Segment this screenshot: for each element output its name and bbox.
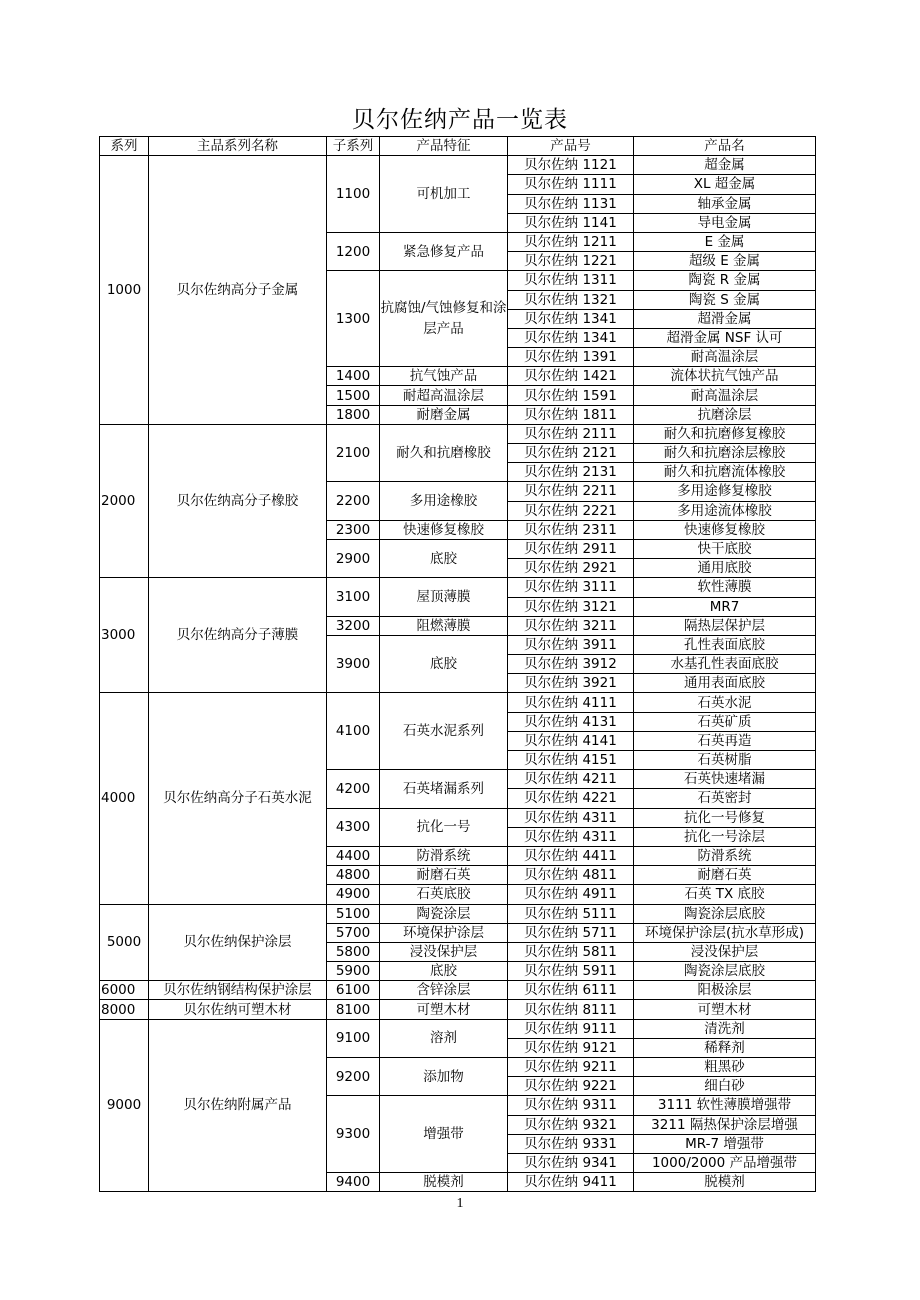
sub-series-code: 1100	[327, 156, 380, 233]
series-name: 贝尔佐纳附属产品	[149, 1019, 327, 1192]
table-row	[100, 578, 816, 597]
sub-series-code: 3100	[327, 578, 380, 616]
product-number: 贝尔佐纳 3912	[508, 655, 634, 674]
product-number: 贝尔佐纳 1341	[508, 328, 634, 347]
product-name: E 金属	[634, 232, 816, 251]
product-number: 贝尔佐纳 5811	[508, 942, 634, 961]
product-feature: 陶瓷涂层	[380, 904, 508, 923]
sub-series-code: 1300	[327, 271, 380, 367]
series-code: 4000	[100, 693, 149, 904]
sub-series-code: 4400	[327, 846, 380, 865]
product-number: 贝尔佐纳 1121	[508, 156, 634, 175]
product-number: 贝尔佐纳 4311	[508, 827, 634, 846]
product-number: 贝尔佐纳 1311	[508, 271, 634, 290]
product-feature: 抗腐蚀/气蚀修复和涂层产品	[380, 271, 508, 367]
series-name: 贝尔佐纳高分子金属	[149, 156, 327, 425]
product-number: 贝尔佐纳 1421	[508, 367, 634, 386]
product-name: 超金属	[634, 156, 816, 175]
product-feature: 抗化一号	[380, 808, 508, 846]
product-name: 可塑木材	[634, 1000, 816, 1019]
product-number: 贝尔佐纳 1391	[508, 348, 634, 367]
sub-series-code: 9400	[327, 1173, 380, 1192]
product-feature: 石英水泥系列	[380, 693, 508, 770]
series-code: 2000	[100, 424, 149, 578]
header-series-name: 主品系列名称	[149, 137, 327, 156]
product-feature: 耐久和抗磨橡胶	[380, 424, 508, 482]
sub-series-code: 9300	[327, 1096, 380, 1173]
product-name: 陶瓷 R 金属	[634, 271, 816, 290]
product-number: 贝尔佐纳 9411	[508, 1173, 634, 1192]
sub-series-code: 1500	[327, 386, 380, 405]
product-number: 贝尔佐纳 1141	[508, 213, 634, 232]
product-number: 贝尔佐纳 1221	[508, 252, 634, 271]
header-feature: 产品特征	[380, 137, 508, 156]
product-name: 耐高温涂层	[634, 386, 816, 405]
sub-series-code: 9100	[327, 1019, 380, 1057]
product-name: 超滑金属 NSF 认可	[634, 328, 816, 347]
product-name: 细白砂	[634, 1077, 816, 1096]
product-number: 贝尔佐纳 2111	[508, 424, 634, 443]
product-number: 贝尔佐纳 9321	[508, 1115, 634, 1134]
product-feature: 浸没保护层	[380, 942, 508, 961]
sub-series-code: 6100	[327, 981, 380, 1000]
product-number: 贝尔佐纳 2131	[508, 463, 634, 482]
sub-series-code: 2200	[327, 482, 380, 520]
product-number: 贝尔佐纳 4811	[508, 866, 634, 885]
product-name: MR-7 增强带	[634, 1134, 816, 1153]
product-feature: 石英底胶	[380, 885, 508, 904]
header-row	[100, 137, 816, 156]
product-name: 石英树脂	[634, 751, 816, 770]
product-number: 贝尔佐纳 2921	[508, 559, 634, 578]
product-number: 贝尔佐纳 8111	[508, 1000, 634, 1019]
product-feature: 多用途橡胶	[380, 482, 508, 520]
series-name: 贝尔佐纳钢结构保护涂层	[149, 981, 327, 1000]
product-number: 贝尔佐纳 1111	[508, 175, 634, 194]
product-feature: 溶剂	[380, 1019, 508, 1057]
product-number: 贝尔佐纳 2221	[508, 501, 634, 520]
product-name: 石英 TX 底胶	[634, 885, 816, 904]
header-product-name: 产品名	[634, 137, 816, 156]
product-name: 陶瓷 S 金属	[634, 290, 816, 309]
product-number: 贝尔佐纳 1321	[508, 290, 634, 309]
product-name: 耐久和抗磨修复橡胶	[634, 424, 816, 443]
header-sub-series: 子系列	[327, 137, 380, 156]
product-number: 贝尔佐纳 6111	[508, 981, 634, 1000]
product-name: 石英矿质	[634, 712, 816, 731]
series-name: 贝尔佐纳高分子橡胶	[149, 424, 327, 578]
table-row	[100, 904, 816, 923]
sub-series-code: 5800	[327, 942, 380, 961]
product-number: 贝尔佐纳 4131	[508, 712, 634, 731]
series-code: 1000	[100, 156, 149, 425]
product-number: 贝尔佐纳 5711	[508, 923, 634, 942]
table-row	[100, 424, 816, 443]
product-number: 贝尔佐纳 9211	[508, 1058, 634, 1077]
product-name: 隔热层保护层	[634, 616, 816, 635]
product-name: 抗化一号涂层	[634, 827, 816, 846]
product-number: 贝尔佐纳 4311	[508, 808, 634, 827]
product-feature: 抗气蚀产品	[380, 367, 508, 386]
table-row	[100, 1019, 816, 1038]
product-name: XL 超金属	[634, 175, 816, 194]
product-number: 贝尔佐纳 2311	[508, 520, 634, 539]
product-number: 贝尔佐纳 3921	[508, 674, 634, 693]
product-name: 通用底胶	[634, 559, 816, 578]
sub-series-code: 5900	[327, 962, 380, 981]
sub-series-code: 5100	[327, 904, 380, 923]
product-name: MR7	[634, 597, 816, 616]
product-feature: 底胶	[380, 635, 508, 693]
product-name: 石英密封	[634, 789, 816, 808]
header-product-no: 产品号	[508, 137, 634, 156]
product-feature: 防滑系统	[380, 846, 508, 865]
product-name: 陶瓷涂层底胶	[634, 904, 816, 923]
product-feature: 添加物	[380, 1058, 508, 1096]
product-name: 陶瓷涂层底胶	[634, 962, 816, 981]
product-number: 贝尔佐纳 3911	[508, 635, 634, 654]
product-number: 贝尔佐纳 3121	[508, 597, 634, 616]
product-number: 贝尔佐纳 2211	[508, 482, 634, 501]
product-feature: 耐磨石英	[380, 866, 508, 885]
series-code: 8000	[100, 1000, 149, 1019]
sub-series-code: 4100	[327, 693, 380, 770]
product-number: 贝尔佐纳 3111	[508, 578, 634, 597]
product-number: 贝尔佐纳 2121	[508, 444, 634, 463]
product-number: 贝尔佐纳 9111	[508, 1019, 634, 1038]
sub-series-code: 5700	[327, 923, 380, 942]
product-feature: 快速修复橡胶	[380, 520, 508, 539]
series-code: 6000	[100, 981, 149, 1000]
product-name: 通用表面底胶	[634, 674, 816, 693]
product-number: 贝尔佐纳 5111	[508, 904, 634, 923]
product-feature: 增强带	[380, 1096, 508, 1173]
product-number: 贝尔佐纳 9221	[508, 1077, 634, 1096]
product-feature: 底胶	[380, 962, 508, 981]
product-number: 贝尔佐纳 4221	[508, 789, 634, 808]
sub-series-code: 4900	[327, 885, 380, 904]
product-name: 超滑金属	[634, 309, 816, 328]
product-feature: 环境保护涂层	[380, 923, 508, 942]
product-name: 导电金属	[634, 213, 816, 232]
product-number: 贝尔佐纳 3211	[508, 616, 634, 635]
sub-series-code: 4200	[327, 770, 380, 808]
product-name: 软性薄膜	[634, 578, 816, 597]
product-feature: 石英堵漏系列	[380, 770, 508, 808]
product-number: 贝尔佐纳 9331	[508, 1134, 634, 1153]
sub-series-code: 2100	[327, 424, 380, 482]
product-name: 抗化一号修复	[634, 808, 816, 827]
sub-series-code: 1800	[327, 405, 380, 424]
product-name: 浸没保护层	[634, 942, 816, 961]
series-name: 贝尔佐纳高分子薄膜	[149, 578, 327, 693]
product-number: 贝尔佐纳 1211	[508, 232, 634, 251]
product-name: 石英水泥	[634, 693, 816, 712]
series-name: 贝尔佐纳可塑木材	[149, 1000, 327, 1019]
product-name: 多用途修复橡胶	[634, 482, 816, 501]
sub-series-code: 3200	[327, 616, 380, 635]
product-feature: 含锌涂层	[380, 981, 508, 1000]
product-number: 贝尔佐纳 1811	[508, 405, 634, 424]
sub-series-code: 3900	[327, 635, 380, 693]
table-row	[100, 1000, 816, 1019]
product-name: 超级 E 金属	[634, 252, 816, 271]
product-name: 耐磨石英	[634, 866, 816, 885]
product-name: 孔性表面底胶	[634, 635, 816, 654]
sub-series-code: 1400	[327, 367, 380, 386]
product-number: 贝尔佐纳 4151	[508, 751, 634, 770]
product-name: 阳极涂层	[634, 981, 816, 1000]
sub-series-code: 4800	[327, 866, 380, 885]
product-table	[99, 136, 816, 1192]
product-feature: 耐超高温涂层	[380, 386, 508, 405]
product-name: 石英再造	[634, 731, 816, 750]
product-feature: 耐磨金属	[380, 405, 508, 424]
sub-series-code: 9200	[327, 1058, 380, 1096]
product-name: 3111 软性薄膜增强带	[634, 1096, 816, 1115]
product-name: 防滑系统	[634, 846, 816, 865]
product-feature: 可机加工	[380, 156, 508, 233]
table-row	[100, 693, 816, 712]
product-name: 3211 隔热保护涂层增强	[634, 1115, 816, 1134]
product-name: 耐久和抗磨涂层橡胶	[634, 444, 816, 463]
product-name: 稀释剂	[634, 1038, 816, 1057]
product-feature: 脱模剂	[380, 1173, 508, 1192]
sub-series-code: 4300	[327, 808, 380, 846]
sub-series-code: 2900	[327, 539, 380, 577]
series-code: 5000	[100, 904, 149, 981]
product-number: 贝尔佐纳 1131	[508, 194, 634, 213]
table-row	[100, 981, 816, 1000]
product-number: 贝尔佐纳 2911	[508, 539, 634, 558]
table-row	[100, 156, 816, 175]
product-name: 快干底胶	[634, 539, 816, 558]
product-name: 多用途流体橡胶	[634, 501, 816, 520]
table-body	[100, 156, 816, 1192]
product-feature: 紧急修复产品	[380, 232, 508, 270]
product-feature: 阻燃薄膜	[380, 616, 508, 635]
product-feature: 屋顶薄膜	[380, 578, 508, 616]
product-name: 清洗剂	[634, 1019, 816, 1038]
product-name: 环境保护涂层(抗水草形成)	[634, 923, 816, 942]
page-title: 贝尔佐纳产品一览表	[352, 107, 568, 133]
product-number: 贝尔佐纳 9341	[508, 1153, 634, 1172]
product-name: 流体状抗气蚀产品	[634, 367, 816, 386]
product-number: 贝尔佐纳 4411	[508, 846, 634, 865]
product-name: 抗磨涂层	[634, 405, 816, 424]
product-name: 粗黑砂	[634, 1058, 816, 1077]
product-number: 贝尔佐纳 1591	[508, 386, 634, 405]
product-number: 贝尔佐纳 4911	[508, 885, 634, 904]
product-name: 轴承金属	[634, 194, 816, 213]
product-feature: 可塑木材	[380, 1000, 508, 1019]
product-name: 耐高温涂层	[634, 348, 816, 367]
product-name: 耐久和抗磨流体橡胶	[634, 463, 816, 482]
series-name: 贝尔佐纳高分子石英水泥	[149, 693, 327, 904]
product-number: 贝尔佐纳 4211	[508, 770, 634, 789]
product-number: 贝尔佐纳 4141	[508, 731, 634, 750]
product-name: 1000/2000 产品增强带	[634, 1153, 816, 1172]
product-number: 贝尔佐纳 9311	[508, 1096, 634, 1115]
product-number: 贝尔佐纳 4111	[508, 693, 634, 712]
product-number: 贝尔佐纳 5911	[508, 962, 634, 981]
sub-series-code: 2300	[327, 520, 380, 539]
sub-series-code: 1200	[327, 232, 380, 270]
product-name: 脱模剂	[634, 1173, 816, 1192]
product-number: 贝尔佐纳 9121	[508, 1038, 634, 1057]
product-name: 水基孔性表面底胶	[634, 655, 816, 674]
series-name: 贝尔佐纳保护涂层	[149, 904, 327, 981]
product-number: 贝尔佐纳 1341	[508, 309, 634, 328]
product-name: 快速修复橡胶	[634, 520, 816, 539]
series-code: 3000	[100, 578, 149, 693]
product-name: 石英快速堵漏	[634, 770, 816, 789]
product-feature: 底胶	[380, 539, 508, 577]
series-code: 9000	[100, 1019, 149, 1192]
sub-series-code: 8100	[327, 1000, 380, 1019]
page-number: 1	[456, 1196, 464, 1211]
header-series: 系列	[100, 137, 149, 156]
